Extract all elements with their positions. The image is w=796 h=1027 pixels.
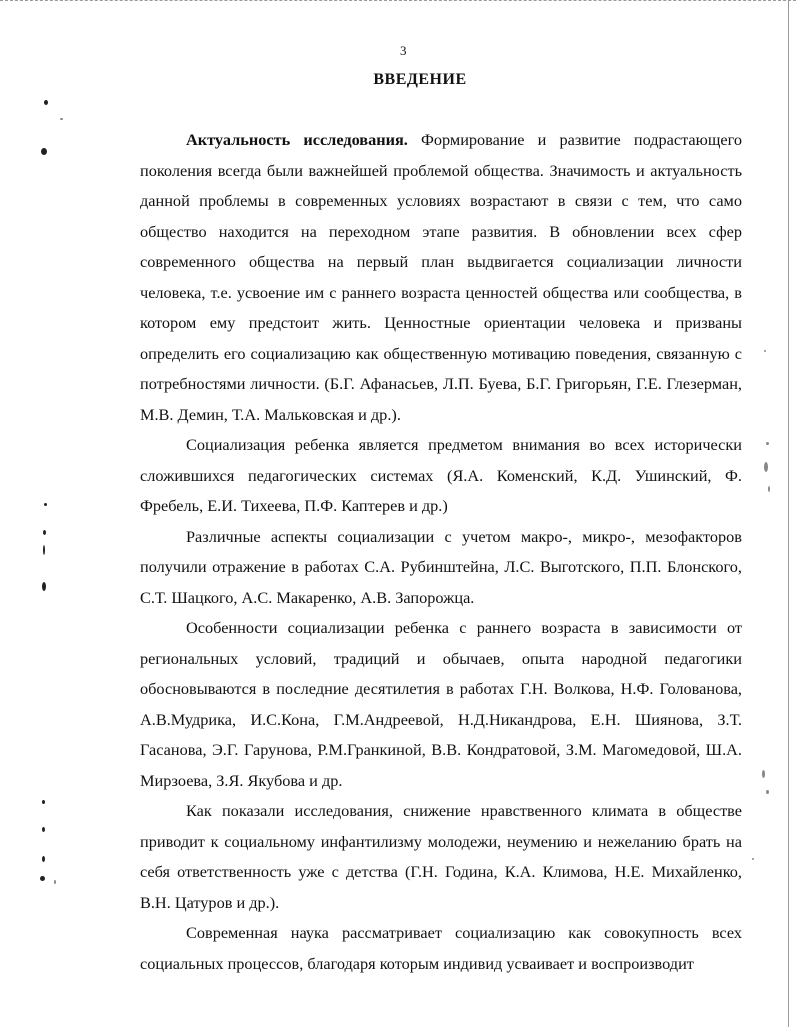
scan-speck (762, 770, 765, 778)
scan-speck (42, 800, 45, 804)
scan-speck (752, 858, 754, 860)
scan-speck (766, 442, 769, 445)
paragraph-regional-features: Особенности социализации ребенка с раннего возраста в зависимости от региональных условий, традиций и обычаев, опыта народной педагогики обосновываются в последние десятилетия в работах Г.Н. Волкова, Н.Ф. Голованова, А.В.Мудрика, И.С.Кона, Г.М.Андреевой, Н.Д.Никандрова, Е.Н. Шиянова, З.Т. Гасанова, Э.Г. Гарунова, Р.М.Гранкиной, В.В. Кондратовой, З.М. Магомедовой, Ш.А. Мирзоева, З.Я. Якубова и др. (140, 618, 742, 790)
scan-speck (44, 503, 47, 506)
scan-speck (44, 100, 48, 105)
scan-speck (60, 118, 63, 120)
scan-speck (54, 880, 56, 884)
scan-speck (43, 545, 45, 555)
scan-speck (40, 876, 45, 881)
scan-speck (764, 462, 768, 472)
scan-speck (764, 350, 766, 352)
scan-edge-line (788, 0, 789, 1027)
paragraph-modern-science: Современная наука рассматривает социализацию как совокупность всех социальных процессов, благодаря которым индивид усваивает и воспроизводит (140, 923, 742, 973)
page-heading: ВВЕДЕНИЕ (373, 71, 467, 88)
paragraph-socialization-history: Социализация ребенка является предметом внимания во всех исторически сложившихся педагогических системах (Я.А. Коменский, К.Д. Ушинский, Ф. Фребель, Е.И. Тихеева, П.Ф. Каптерев и др.) (140, 435, 742, 515)
scan-speck (768, 486, 770, 492)
page-number: 3 (400, 43, 407, 58)
scan-top-edge (0, 0, 796, 8)
paragraph-relevance (140, 125, 742, 430)
scan-speck (766, 790, 769, 794)
paragraph-lead: Актуальность исследования. (186, 130, 408, 149)
body-text (140, 125, 742, 979)
scan-speck (42, 856, 45, 862)
paragraph-aspects: Различные аспекты социализации с учетом макро-, микро-, мезофакторов получили отражение в работах С.А. Рубинштейна, Л.С. Выготского, П.П. Блонского, С.Т. Шацкого, А.С. Макаренко, А.В. Запорожца. (140, 526, 742, 607)
scan-speck (42, 582, 46, 591)
paragraph-text: Формирование и развитие подрастающего поколения всегда были важнейшей проблемой общества. Значимость и актуальность данной проблемы в современных условиях возрастают в связи с тем, что само общество находится на переходном этапе развития. В обновлении всех сфер современного общества на первый план выдвигается социализации личности человека, т.е. усвоение им с раннего возраста ценностей общества или сообщества, в котором ему предстоит жить. Ценностные ориентации человека и призваны определить его социализацию как общественную мотивацию поведения, связанную с потребностями личности. (Б.Г. Афанасьев, Л.П. Буева, Б.Г. Григорьян, Г.Е. Глезерман, М.В. Демин, Т.А. Мальковская и др.). (140, 130, 742, 424)
scan-speck (43, 530, 46, 535)
paragraph-infantilism: Как показали исследования, снижение нравственного климата в обществе приводит к социальному инфантилизму молодежи, неумению и нежеланию брать на себя ответственность уже с детства (Г.Н. Година, К.А. Климова, Н.Е. Михайленко, В.Н. Цатуров и др.). (140, 801, 742, 912)
scan-speck (42, 827, 45, 832)
scan-speck (41, 148, 47, 155)
